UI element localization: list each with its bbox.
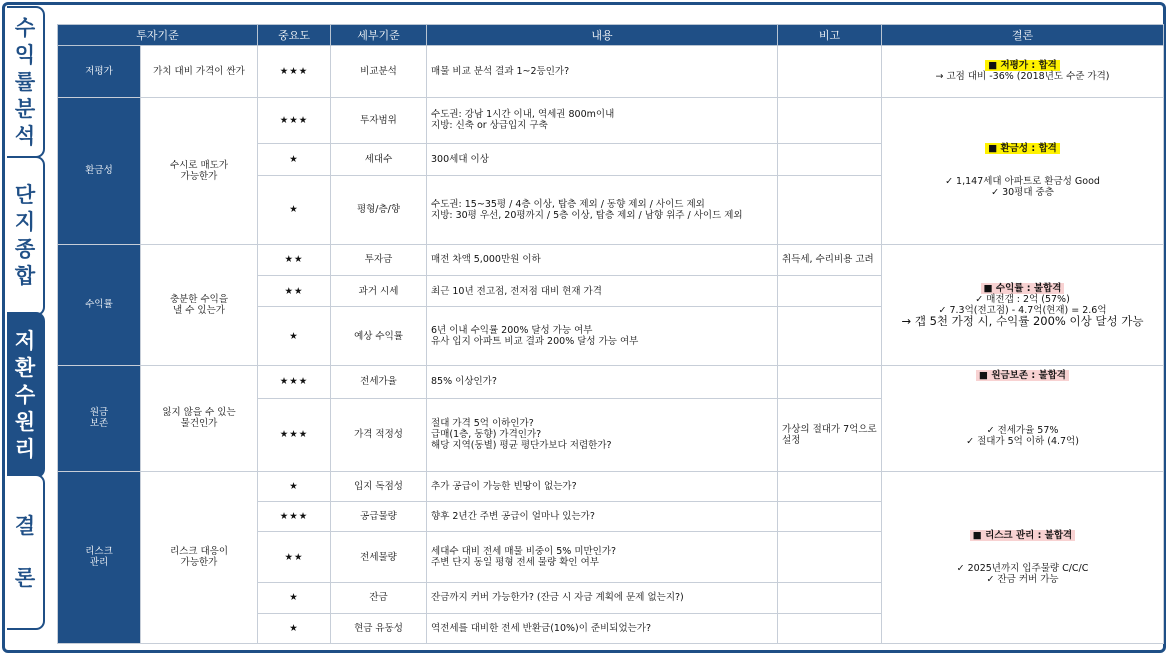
criteria-table — [57, 24, 1164, 644]
detail-criterion: 세대수 — [331, 144, 427, 175]
importance-stars: ★★ — [258, 532, 331, 583]
header-detail: 세부기준 — [331, 25, 427, 46]
note-cell — [778, 532, 882, 583]
detail-criterion: 투자범위 — [331, 97, 427, 144]
importance-stars: ★ — [258, 613, 331, 644]
side-tab-label: 단지종합 — [14, 183, 36, 288]
criterion-text: 잃지 않을 수 있는 물건인가 — [141, 366, 258, 471]
category-principal-preservation: 원금 보존 — [58, 366, 141, 471]
note-cell — [778, 583, 882, 613]
conclusion-title: ■ 리스크 관리 : 불합격 — [970, 530, 1075, 541]
detail-criterion: 전세물량 — [331, 532, 427, 583]
conclusion-line: ✓ 30평대 중층 — [991, 187, 1054, 199]
conclusion-title: ■ 환금성 : 합격 — [985, 143, 1060, 154]
detail-criterion: 가격 적정성 — [331, 398, 427, 471]
content-cell: 매전 차액 5,000만원 이하 — [427, 244, 778, 275]
importance-stars: ★★ — [258, 276, 331, 307]
conclusion-line: ✓ 절대가 5억 이하 (4.7억) — [966, 436, 1079, 448]
table-row — [58, 46, 1164, 98]
category-risk-management: 리스크 관리 — [58, 471, 141, 643]
criterion-text: 충분한 수익을 낼 수 있는가 — [141, 244, 258, 366]
detail-criterion: 잔금 — [331, 583, 427, 613]
conclusion-line: ✓ 2025년까지 입주물량 C/C/C — [956, 562, 1089, 574]
content-cell: 최근 10년 전고점, 전저점 대비 현재 가격 — [427, 276, 778, 307]
conclusion-title: ■ 저평가 : 합격 — [985, 60, 1060, 71]
side-tab-return-analysis[interactable] — [7, 6, 45, 158]
importance-stars: ★★★ — [258, 398, 331, 471]
conclusion-line: ✓ 7.3억(전고점) - 4.7억(현재) = 2.6억 — [938, 304, 1107, 316]
table-row — [58, 97, 1164, 144]
side-tab-complex-overview[interactable] — [7, 156, 45, 316]
conclusion-return — [882, 244, 1164, 366]
detail-criterion: 투자금 — [331, 244, 427, 275]
note-cell: 가상의 절대가 7억으로 설정 — [778, 398, 882, 471]
content-cell: 추가 공급이 가능한 빈땅이 없는가? — [427, 471, 778, 501]
content-cell: 역전세를 대비한 전세 반환금(10%)이 준비되었는가? — [427, 613, 778, 644]
content-cell: 6년 이내 수익률 200% 달성 가능 여부 유사 입지 아파트 비교 결과 200% 달성 가능 여부 — [427, 307, 778, 366]
importance-stars: ★ — [258, 583, 331, 613]
criterion-text: 가치 대비 가격이 싼가 — [141, 46, 258, 98]
side-tab-label: 결론 — [14, 514, 36, 590]
note-cell — [778, 366, 882, 398]
criterion-text: 리스크 대응이 가능한가 — [141, 471, 258, 643]
header-criteria: 투자기준 — [58, 25, 258, 46]
importance-stars: ★★ — [258, 244, 331, 275]
conclusion-title: ■ 원금보존 : 불합격 — [976, 370, 1069, 381]
content-cell: 85% 이상인가? — [427, 366, 778, 398]
table-row — [58, 244, 1164, 275]
conclusion-line: ✓ 잔금 커버 가능 — [986, 573, 1059, 585]
importance-stars: ★ — [258, 307, 331, 366]
note-cell — [778, 502, 882, 532]
detail-criterion: 과거 시세 — [331, 276, 427, 307]
category-liquidity: 환금성 — [58, 97, 141, 244]
conclusion-line: → 고점 대비 -36% (2018년도 수준 가격) — [935, 71, 1110, 83]
importance-stars: ★ — [258, 144, 331, 175]
importance-stars: ★★★ — [258, 366, 331, 398]
category-return: 수익률 — [58, 244, 141, 366]
conclusion-title: ■ 수익률 : 불합격 — [981, 283, 1065, 294]
side-tab-conclusion[interactable] — [7, 474, 45, 630]
conclusion-line: ✓ 매전갭 : 2억 (57%) — [975, 293, 1070, 305]
table-row — [58, 471, 1164, 501]
side-tab-label: 저환수원리 — [14, 328, 36, 461]
header-importance: 중요도 — [258, 25, 331, 46]
note-cell — [778, 175, 882, 244]
note-cell — [778, 307, 882, 366]
content-line: 매물 비교 분석 결과 1~2등인가? — [431, 65, 570, 77]
detail-criterion: 전세가율 — [331, 366, 427, 398]
criterion-text: 수시로 매도가 가능한가 — [141, 97, 258, 244]
conclusion-risk — [882, 471, 1164, 643]
category-undervalued: 저평가 — [58, 46, 141, 98]
content-cell: 잔금까지 커버 가능한가? (잔금 시 자금 계획에 문제 없는지?) — [427, 583, 778, 613]
conclusion-line: → 갭 5천 가정 시, 수익률 200% 이상 달성 가능 — [901, 313, 1144, 328]
importance-stars: ★ — [258, 471, 331, 501]
side-tab-criteria[interactable] — [7, 312, 45, 478]
conclusion-line: ✓ 1,147세대 아파트로 환금성 Good — [945, 176, 1100, 188]
importance-stars: ★★★ — [258, 502, 331, 532]
side-tab-label: 수익률분석 — [14, 15, 36, 148]
note-cell — [778, 46, 882, 98]
content-cell: 수도권: 강남 1시간 이내, 역세권 800m이내 지방: 신축 or 상급입지 구축 — [427, 97, 778, 144]
detail-criterion: 예상 수익률 — [331, 307, 427, 366]
detail-criterion: 입지 독점성 — [331, 471, 427, 501]
content-cell: 절대 가격 5억 이하인가? 급매(1층, 동향) 가격인가? 해당 지역(동별) 평균 평단가보다 저렴한가? — [427, 398, 778, 471]
detail-criterion: 공급물량 — [331, 502, 427, 532]
conclusion-liquidity — [882, 97, 1164, 244]
content-cell: 향후 2년간 주변 공급이 얼마나 있는가? — [427, 502, 778, 532]
note-cell: 취득세, 수리비용 고려 — [778, 244, 882, 275]
header-conclusion: 결론 — [882, 25, 1164, 46]
conclusion-line: ✓ 전세가율 57% — [986, 425, 1059, 437]
note-cell — [778, 471, 882, 501]
header-note: 비고 — [778, 25, 882, 46]
importance-stars: ★★★ — [258, 97, 331, 144]
header-content: 내용 — [427, 25, 778, 46]
content-cell: 300세대 이상 — [427, 144, 778, 175]
note-cell — [778, 276, 882, 307]
note-cell — [778, 613, 882, 644]
content-cell: 수도권: 15~35평 / 4층 이상, 탑층 제외 / 동향 제외 / 사이드 제외 지방: 30평 우선, 20평까지 / 5층 이상, 탑층 제외 / 남향 위주 / 사이드 제외 — [427, 175, 778, 244]
table-row — [58, 366, 1164, 398]
detail-criterion: 현금 유동성 — [331, 613, 427, 644]
content-cell: 세대수 대비 전세 매물 비중이 5% 미만인가? 주변 단지 동일 평형 전세 물량 확인 여부 — [427, 532, 778, 583]
detail-criterion: 비교분석 — [331, 46, 427, 98]
content-cell — [427, 46, 778, 98]
note-cell — [778, 144, 882, 175]
conclusion-principal — [882, 366, 1164, 471]
importance-stars: ★★★ — [258, 46, 331, 98]
importance-stars: ★ — [258, 175, 331, 244]
detail-criterion: 평형/층/향 — [331, 175, 427, 244]
conclusion-undervalued — [882, 46, 1164, 98]
note-cell — [778, 97, 882, 144]
table-header-row — [58, 25, 1164, 46]
